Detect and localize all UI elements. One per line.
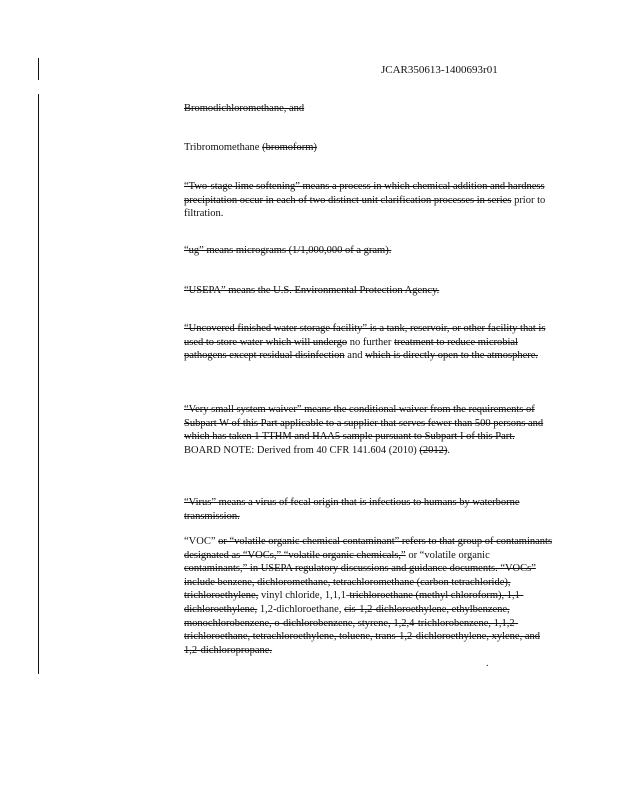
paragraph-uncovered-storage (184, 322, 554, 363)
struck-text: “ug” means micrograms (1/1,000,000 of a gram). (184, 245, 392, 256)
plain-text: prior to filtration. (184, 194, 546, 220)
struck-text: trichloroethane (methyl chloroform), 1,1-dichloroethylene, (184, 590, 524, 615)
struck-text: (bromoform) (262, 142, 317, 153)
document-id: JCAR350613-1400693r01 (381, 64, 498, 76)
margin-change-bar-top (38, 58, 39, 80)
struck-text: contaminants,” in USEPA regulatory discussions and guidance documents. “VOCs” include benzene, dichloromethane, tetrachloromethane (carbon tetrachloride), trichloroethylene, (184, 563, 536, 602)
paragraph-very-small-system (184, 403, 554, 457)
plain-text: or “volatile organic (405, 549, 490, 561)
board-note: BOARD NOTE: Derived from 40 CFR 141.604 (184, 444, 389, 456)
paragraph-voc-definition (184, 535, 554, 657)
plain-text: and (344, 350, 366, 362)
plain-text: Tribromomethane (184, 142, 263, 153)
struck-text: cis-1,2-dichloroethylene, ethylbenzene, monochlorobenzene, o-dichlorobenzene, styrene, 1,2,4-trichlorobenzene, 1,1,2-trichloroethane, tetrachloroethylene, toluene, trans-1,2-dichloroethylene, xylene, and 1,2-dichloropropane. (184, 603, 540, 656)
struck-text: or “volatile organic chemical contaminant” refers to that group of contaminants designated as “VOCs,” “volatile organic chemicals,” (184, 536, 553, 561)
struck-text: “Very small system waiver” means the conditional waiver from the requirements of Subpart W of this Part applicable to a supplier that serves fewer than 500 persons and which has taken 1 TTHM and HAA5 sample pursuant to Subpart I of this Part. (184, 404, 544, 443)
plain-text: “VOC” (184, 536, 219, 547)
paragraph-virus-definition (184, 496, 554, 523)
plain-text: vinyl chloride, 1,1,1- (258, 590, 350, 602)
trailing-mark: . (486, 658, 489, 669)
paragraph-bromodichloromethane (184, 102, 554, 116)
paragraph-usepa-definition (184, 284, 554, 298)
plain-text: no further (347, 336, 395, 348)
board-note-year: (2010) (388, 444, 420, 456)
struck-text: “USEPA” means the U.S. Environmental Protection Agency. (184, 285, 440, 296)
margin-change-bar-main (38, 94, 39, 674)
paragraph-tribromomethane (184, 141, 554, 155)
struck-text: Bromodichloromethane, and (184, 103, 305, 114)
struck-text: “Virus” means a virus of fecal origin that is infectious to humans by waterborne transmission. (184, 497, 520, 522)
paragraph-ug-definition (184, 244, 554, 258)
struck-text: “Two-stage lime softening” means a process in which chemical addition and hardness precipitation occur in each of two distinct unit clarification processes in series (184, 181, 545, 206)
struck-text: “Uncovered finished water storage facility” is a tank, reservoir, or other facility that is used to store water which will undergo (184, 323, 546, 348)
paragraph-two-stage-lime (184, 180, 554, 221)
struck-text: treatment to reduce microbial pathogens except residual disinfection (184, 336, 518, 362)
board-note-end: . (447, 444, 450, 456)
struck-text: which is directly open to the atmosphere. (365, 350, 539, 362)
plain-text: 1,2-dichloroethane, (257, 603, 345, 615)
board-note-struck-year: (2012) (419, 444, 448, 456)
